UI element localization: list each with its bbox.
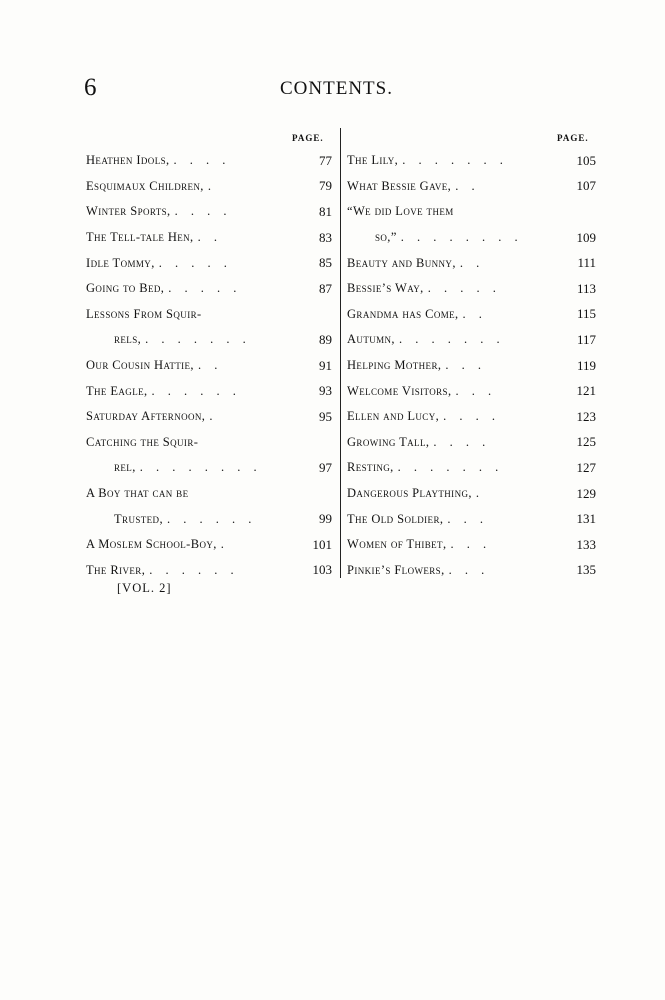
toc-entry-leader: . . . . . . . bbox=[145, 332, 251, 347]
toc-right-column bbox=[347, 148, 596, 583]
toc-entry-leader: . . . . . . bbox=[166, 511, 257, 526]
toc-entry-leader: . bbox=[207, 178, 216, 193]
toc-entry-title: The Tell-tale Hen, bbox=[86, 230, 194, 245]
toc-entry-page: 119 bbox=[576, 357, 596, 373]
toc-entry bbox=[86, 302, 332, 328]
toc-entry bbox=[347, 404, 596, 430]
toc-entry bbox=[347, 174, 596, 200]
toc-entry bbox=[347, 506, 596, 532]
toc-entry-leader: . . . . . . bbox=[149, 562, 239, 577]
toc-entry-title: rels, bbox=[114, 332, 142, 347]
toc-entry-title: Esquimaux Children, bbox=[86, 178, 204, 193]
toc-entry bbox=[347, 199, 596, 225]
toc-entry-page: 131 bbox=[576, 511, 596, 527]
toc-entry-page: 89 bbox=[319, 331, 332, 347]
toc-entry-leader: . . . . . . . . bbox=[139, 460, 262, 475]
toc-entry-leader: . bbox=[220, 537, 229, 552]
toc-entry-leader: . . . bbox=[447, 511, 489, 526]
toc-entry bbox=[347, 532, 596, 558]
toc-entry-title: Helping Mother, bbox=[347, 358, 442, 373]
toc-entry-title: Grandma has Come, bbox=[347, 306, 459, 321]
toc-entry bbox=[347, 481, 596, 507]
toc-entry-page: 117 bbox=[576, 331, 596, 347]
toc-entry-title: The River, bbox=[86, 562, 146, 577]
toc-entry-page: 85 bbox=[319, 255, 332, 271]
toc-entry bbox=[86, 199, 332, 225]
toc-entry-leader: . . bbox=[459, 255, 485, 270]
toc-entry-leader: . . . . . bbox=[427, 281, 501, 296]
toc-entry-title: Ellen and Lucy, bbox=[347, 409, 440, 424]
toc-entry-title: What Bessie Gave, bbox=[347, 178, 452, 193]
toc-entry-page: 97 bbox=[319, 459, 332, 475]
toc-entry bbox=[347, 430, 596, 456]
toc-entry-leader: . bbox=[209, 409, 218, 424]
toc-entry-page: 81 bbox=[319, 203, 332, 219]
page-heading: CONTENTS. bbox=[280, 78, 393, 99]
toc-entry-page: 135 bbox=[576, 562, 596, 578]
toc-entry bbox=[347, 302, 596, 328]
toc-entry-leader: . . . bbox=[445, 358, 487, 373]
toc-entry-leader: . . . . . . bbox=[151, 383, 241, 398]
toc-entry-page: 123 bbox=[576, 408, 596, 424]
toc-entry-page: 93 bbox=[319, 383, 332, 399]
page-column-header-left: PAGE. bbox=[292, 133, 324, 143]
toc-entry-page: 87 bbox=[319, 280, 332, 296]
toc-entry-page: 83 bbox=[319, 229, 332, 245]
toc-entry-page: 129 bbox=[576, 485, 596, 501]
toc-entry-title: Growing Tall, bbox=[347, 434, 430, 449]
toc-entry-title: Dangerous Plaything, bbox=[347, 486, 472, 501]
toc-entry-title: Our Cousin Hattie, bbox=[86, 358, 194, 373]
page-number: 6 bbox=[84, 74, 97, 101]
toc-entry-leader: . . . bbox=[448, 562, 490, 577]
toc-entry-title: A Boy that can be bbox=[86, 486, 189, 501]
toc-entry bbox=[86, 378, 332, 404]
volume-note: [VOL. 2] bbox=[117, 581, 172, 595]
toc-entry bbox=[86, 430, 332, 456]
toc-entry-title: Pinkie’s Flowers, bbox=[347, 562, 445, 577]
toc-entry-page: 103 bbox=[312, 562, 332, 578]
toc-entry-page: 77 bbox=[319, 152, 332, 168]
toc-entry bbox=[347, 225, 596, 251]
toc-entry-title: Beauty and Bunny, bbox=[347, 255, 456, 270]
toc-entry-page: 113 bbox=[576, 280, 596, 296]
toc-entry-page: 125 bbox=[576, 434, 596, 450]
toc-entry bbox=[86, 404, 332, 430]
toc-entry bbox=[86, 225, 332, 251]
toc-entry-title: “We did Love them bbox=[347, 204, 454, 219]
toc-entry-title: Bessie’s Way, bbox=[347, 281, 424, 296]
toc-entry bbox=[86, 327, 332, 353]
toc-entry-page: 115 bbox=[576, 306, 596, 322]
toc-entry-page: 91 bbox=[319, 357, 332, 373]
toc-entry-leader: . . bbox=[197, 358, 223, 373]
toc-entry-page: 101 bbox=[312, 536, 332, 552]
toc-entry-title: Idle Tommy, bbox=[86, 255, 155, 270]
toc-entry bbox=[347, 148, 596, 174]
toc-entry-title: Resting, bbox=[347, 460, 394, 475]
toc-entry bbox=[86, 506, 332, 532]
toc-entry-title: The Lily, bbox=[347, 153, 399, 168]
toc-entry bbox=[86, 558, 332, 584]
toc-entry bbox=[347, 250, 596, 276]
toc-entry-leader: . . . . . . . . bbox=[400, 230, 523, 245]
toc-entry bbox=[86, 455, 332, 481]
toc-entry-page: 107 bbox=[576, 178, 596, 194]
toc-entry-leader: . . . . . . . bbox=[397, 460, 504, 475]
toc-entry bbox=[347, 276, 596, 302]
toc-entry-title: The Old Soldier, bbox=[347, 511, 444, 526]
toc-entry-page: 109 bbox=[576, 229, 596, 245]
toc-entry-leader: . bbox=[475, 486, 485, 501]
toc-entry-leader: . . bbox=[197, 230, 222, 245]
toc-entry-leader: . . . bbox=[455, 383, 497, 398]
toc-entry bbox=[86, 353, 332, 379]
toc-entry-title: Going to Bed, bbox=[86, 281, 165, 296]
toc-entry-leader: . . . . bbox=[443, 409, 501, 424]
toc-entry bbox=[347, 455, 596, 481]
toc-entry-title: Women of Thibet, bbox=[347, 537, 447, 552]
toc-entry-page: 99 bbox=[319, 511, 332, 527]
toc-entry-leader: . . . . . bbox=[168, 281, 242, 296]
toc-entry-title: so,” bbox=[375, 230, 397, 245]
toc-entry-title: Saturday Afternoon, bbox=[86, 409, 206, 424]
toc-entry-title: rel, bbox=[114, 460, 136, 475]
toc-entry bbox=[347, 378, 596, 404]
toc-entry bbox=[347, 327, 596, 353]
toc-entry-page: 111 bbox=[577, 255, 596, 271]
toc-entry bbox=[347, 353, 596, 379]
toc-entry-title: Welcome Visitors, bbox=[347, 383, 452, 398]
toc-entry-title: The Eagle, bbox=[86, 383, 148, 398]
toc-entry-leader: . . . . . . . bbox=[398, 332, 505, 347]
toc-entry-page: 127 bbox=[576, 459, 596, 475]
toc-entry-title: Winter Sports, bbox=[86, 204, 171, 219]
toc-left-column bbox=[86, 148, 332, 583]
toc-entry bbox=[86, 276, 332, 302]
toc-entry-title: Lessons From Squir- bbox=[86, 306, 202, 321]
toc-entry-title: Trusted, bbox=[114, 511, 163, 526]
toc-entry-title: A Moslem School-Boy, bbox=[86, 537, 217, 552]
toc-entry-leader: . . . . bbox=[174, 204, 232, 219]
toc-entry bbox=[86, 250, 332, 276]
toc-entry-page: 133 bbox=[576, 536, 596, 552]
toc-entry-leader: . . bbox=[455, 178, 480, 193]
toc-entry-leader: . . bbox=[462, 306, 487, 321]
toc-entry-leader: . . . . . . . bbox=[402, 153, 508, 168]
toc-entry-leader: . . . bbox=[450, 537, 492, 552]
toc-entry bbox=[86, 148, 332, 174]
toc-entry bbox=[86, 174, 332, 200]
toc-entry bbox=[86, 532, 332, 558]
toc-entry-page: 105 bbox=[576, 152, 596, 168]
toc-entry-leader: . . . . bbox=[173, 153, 231, 168]
toc-entry-page: 121 bbox=[576, 383, 596, 399]
toc-entry bbox=[347, 558, 596, 584]
toc-entry bbox=[86, 481, 332, 507]
toc-entry-leader: . . . . . bbox=[158, 255, 232, 270]
toc-entry-title: Heathen Idols, bbox=[86, 153, 170, 168]
toc-entry-page: 79 bbox=[319, 178, 332, 194]
toc-entry-title: Autumn, bbox=[347, 332, 395, 347]
toc-entry-title: Catching the Squir- bbox=[86, 434, 199, 449]
toc-entry-leader: . . . . bbox=[433, 434, 491, 449]
column-divider bbox=[340, 128, 341, 578]
toc-entry-page: 95 bbox=[319, 408, 332, 424]
page-column-header-right: PAGE. bbox=[557, 133, 589, 143]
